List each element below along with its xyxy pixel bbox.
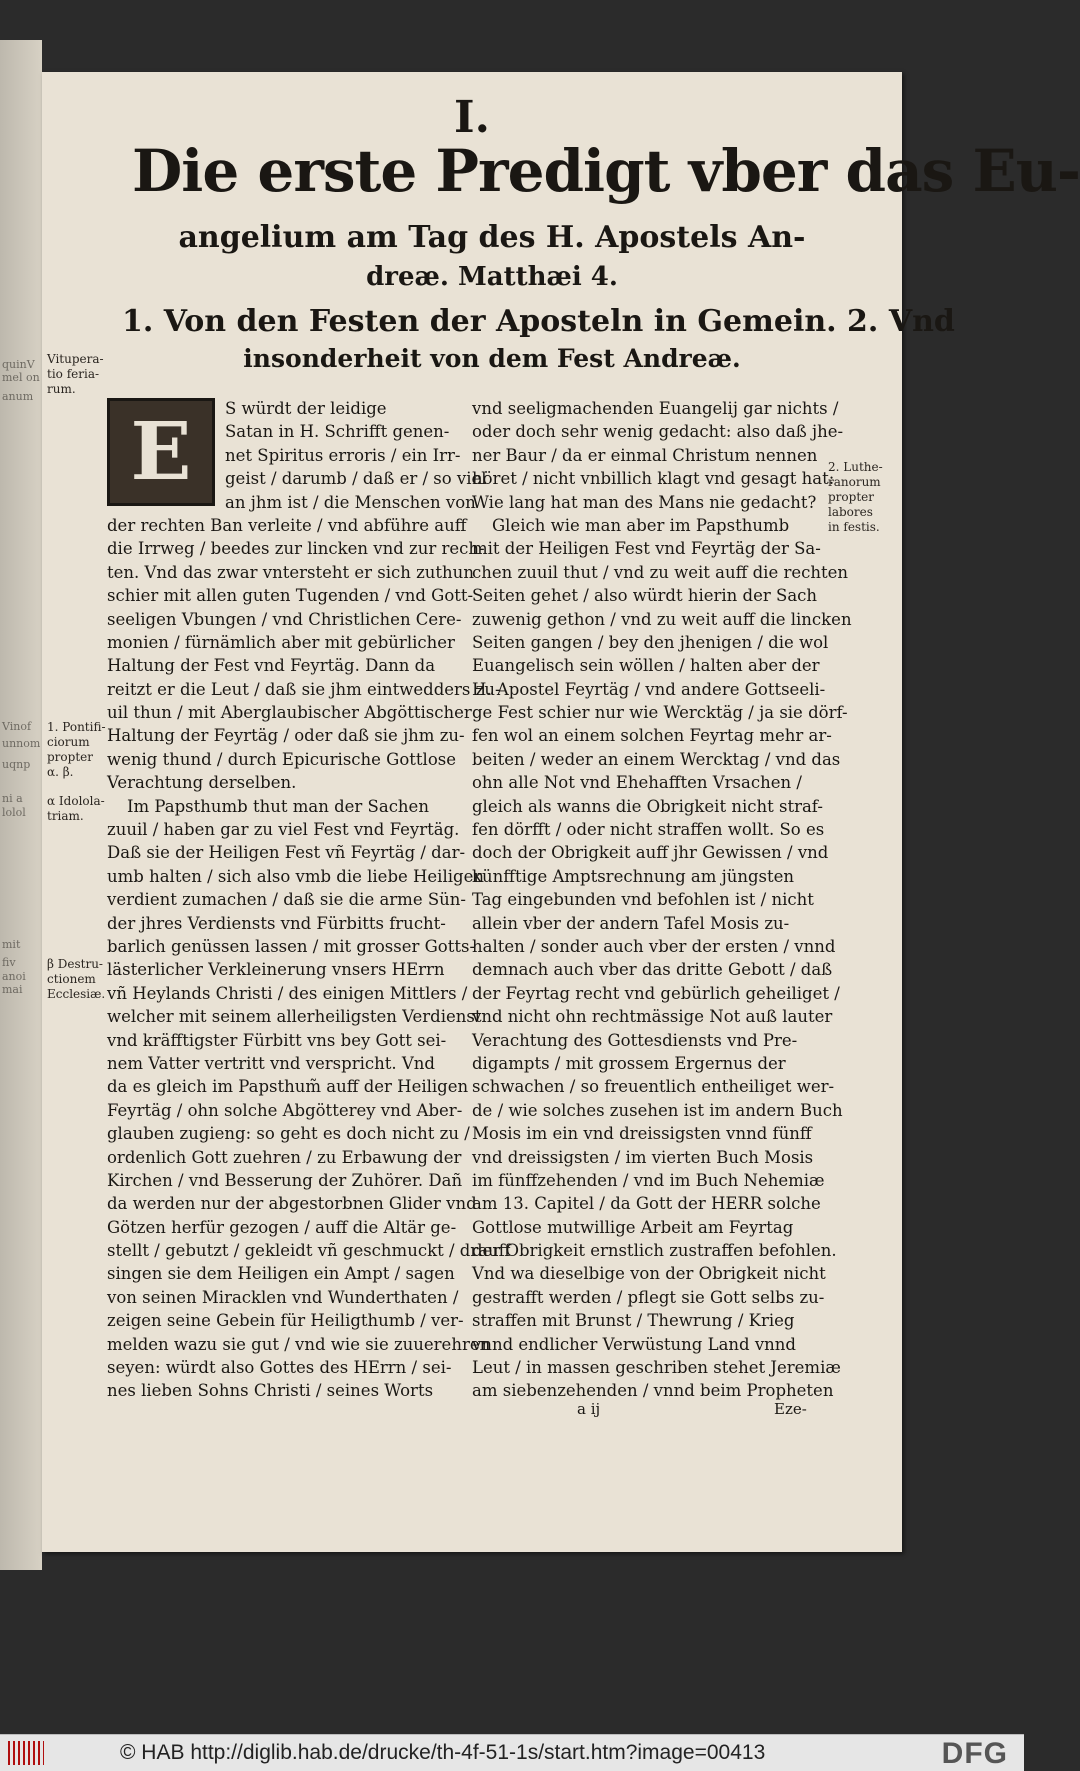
text-line: ner Baur / da er einmal Christum nennen <box>472 445 818 465</box>
text-line: halten / sonder auch vber der ersten / vnnd <box>472 936 836 956</box>
margin-note-vituperatio: Vitupera- tio feria- rum. <box>47 352 104 396</box>
margin-note-lutheranorum: 2. Luthe- ranorum propter labores in festis. <box>828 460 883 534</box>
decorated-initial: E <box>107 398 215 506</box>
sermon-subtitle-line-1: angelium am Tag des H. Apostels An- <box>178 220 806 255</box>
adjacent-page-fragment: lolol <box>2 806 26 819</box>
text-line: ge Fest schier nur wie Wercktäg / ja sie dörf- <box>472 703 848 723</box>
text-line: schier mit allen guten Tugenden / vnd Gott- <box>107 586 474 606</box>
text-line: der rechten Ban verleite / vnd abführe auff <box>107 515 467 535</box>
text-line: straffen mit Brunst / Thewrung / Krieg <box>472 1311 795 1331</box>
text-line: künfftige Amptsrechnung am jüngsten <box>472 866 795 886</box>
adjacent-page-fragment: anum <box>2 390 34 403</box>
text-line: wenig thund / durch Epicurische Gottlose <box>107 749 456 769</box>
sermon-subtitle-line-2: dreæ. Matthæi 4. <box>366 262 618 292</box>
text-line: verdient zumachen / daß sie die arme Sün- <box>107 890 466 910</box>
text-line: Verachtung des Gottesdiensts vnd Pre- <box>472 1030 798 1050</box>
section-heading-line-1: 1. Von den Festen der Aposteln in Gemein. 2. Vnd <box>122 304 955 339</box>
text-line: vnnd endlicher Verwüstung Land vnnd <box>472 1334 796 1354</box>
text-line: Euangelisch sein wöllen / halten aber der <box>472 656 820 676</box>
text-line: seyen: würdt also Gottes des HErrn / sei- <box>107 1358 452 1378</box>
text-line: vñ Heylands Christi / des einigen Mittlers / <box>107 983 468 1003</box>
text-line: Haltung der Feyrtäg / oder daß sie jhm zu- <box>107 726 465 746</box>
text-line: beiten / weder an einem Wercktag / vnd das <box>472 749 841 769</box>
text-line: vnd kräfftigster Fürbitt vns bey Gott sei- <box>107 1030 447 1050</box>
text-line: Haltung der Fest vnd Feyrtäg. Dann da <box>107 656 436 676</box>
text-line: chen zuuil thut / vnd zu weit auff die rechten <box>472 562 848 582</box>
adjacent-page-fragment: quinV <box>2 358 35 371</box>
text-line: geist / darumb / daß er / so viel <box>225 469 487 489</box>
text-line: zuuil / haben gar zu viel Fest vnd Feyrtäg. <box>107 820 460 840</box>
text-line: lästerlicher Verkleinerung vnsers HErrn <box>107 960 445 980</box>
text-line: singen sie dem Heiligen ein Ampt / sagen <box>107 1264 455 1284</box>
margin-note-destructio: β Destru- ctionem Ecclesiæ. <box>47 957 106 1001</box>
text-line: vnd nicht ohn rechtmässige Not auß lauter <box>472 1007 833 1027</box>
text-line: der Feyrtag recht vnd gebürlich geheiliget / <box>472 983 840 1003</box>
page-number: I. <box>454 92 490 143</box>
text-line: vnd dreissigsten / im vierten Buch Mosis <box>472 1147 814 1167</box>
text-line: Gleich wie man aber im Papsthumb <box>492 515 790 535</box>
text-line: am siebenzehenden / vnnd beim Propheten <box>472 1381 834 1401</box>
text-line: schwachen / so freuentlich entheiliget wer- <box>472 1077 835 1097</box>
text-line: de / wie solches zusehen ist im andern Buch <box>472 1100 843 1120</box>
text-line: die Irrweg / beedes zur lincken vnd zur rech- <box>107 539 485 559</box>
adjacent-page-fragment: ni a <box>2 792 23 805</box>
adjacent-page-fragment: mit <box>2 938 21 951</box>
adjacent-page-fragment: uqnp <box>2 758 31 771</box>
text-column-left <box>107 397 511 1403</box>
text-line: Satan in H. Schrifft genen- <box>225 422 450 442</box>
adjacent-page-edge <box>0 40 42 1570</box>
adjacent-page-fragment: unnom <box>2 737 41 750</box>
text-line: Götzen herfür gezogen / auff die Altär ge- <box>107 1217 457 1237</box>
text-line: fen wol an einem solchen Feyrtag mehr ar- <box>472 726 832 746</box>
text-line: Kirchen / vnd Besserung der Zuhörer. Dañ <box>107 1170 463 1190</box>
text-line: Im Papsthumb thut man der Sachen <box>127 796 429 816</box>
text-line: ordenlich Gott zuehren / zu Erbawung der <box>107 1147 462 1167</box>
margin-note-idololatria: α Idolola- triam. <box>47 794 105 823</box>
text-line: der jhres Verdiensts vnd Fürbitts frucht- <box>107 913 446 933</box>
text-line: demnach auch vber das dritte Gebott / daß <box>472 960 833 980</box>
text-line: am 13. Capitel / da Gott der HERR solche <box>472 1194 821 1214</box>
text-line: da es gleich im Papsthum̃ auff der Heiligen <box>107 1077 469 1097</box>
text-line: höret / nicht vnbillich klagt vnd gesagt hat: <box>472 469 835 489</box>
text-line: Verachtung derselben. <box>107 773 297 793</box>
margin-note-pontificiorum: 1. Pontifi- ciorum propter α. β. <box>47 720 106 779</box>
dfg-logo: DFG <box>941 1737 1008 1770</box>
text-line: net Spiritus erroris / ein Irr- <box>225 445 461 465</box>
text-line: nes lieben Sohns Christi / seines Worts <box>107 1381 434 1401</box>
text-line: nem Vatter vertritt vnd verspricht. Vnd <box>107 1053 435 1073</box>
text-line: welcher mit seinem allerheiligsten Verdienst <box>107 1007 482 1027</box>
book-page <box>42 72 1080 1552</box>
text-line: melden wazu sie gut / vnd wie sie zuuerehren <box>107 1334 491 1354</box>
text-line: monien / fürnämlich aber mit gebürlicher <box>107 632 455 652</box>
adjacent-page-fragment: fiv <box>2 956 16 969</box>
text-line: uil thun / mit Aberglaubischer Abgöttischer <box>107 703 472 723</box>
adjacent-page-fragment: anoi <box>2 970 26 983</box>
footer-copyright-link[interactable]: © HAB http://diglib.hab.de/drucke/th-4f-51-1s/start.htm?image=00413 <box>120 1741 766 1764</box>
text-line: barlich genüssen lassen / mit grosser Gotts- <box>107 936 476 956</box>
text-line: stellt / gebutzt / gekleidt vñ geschmuckt / drauff <box>107 1241 511 1261</box>
text-line: zuwenig gethon / vnd zu weit auff die lincken <box>472 609 852 629</box>
text-line: da werden nur der abgestorbnen Glider vnd <box>107 1194 477 1214</box>
text-line: an jhm ist / die Menschen von <box>225 492 476 512</box>
text-line: Tag eingebunden vnd befohlen ist / nicht <box>472 890 814 910</box>
text-line: S würdt der leidige <box>225 399 387 418</box>
text-line: oder doch sehr wenig gedacht: also daß jhe- <box>472 422 844 442</box>
text-line: Feyrtäg / ohn solche Abgötterey vnd Aber- <box>107 1100 463 1120</box>
text-line: Seiten gangen / bey den jhenigen / die wol <box>472 632 829 652</box>
text-line: im fünffzehenden / vnd im Buch Nehemiæ <box>472 1170 825 1190</box>
text-line: Seiten gehet / also würdt hierin der Sach <box>472 586 818 606</box>
text-line: digampts / mit grossem Ergernus der <box>472 1053 786 1073</box>
adjacent-page-fragment: mai <box>2 983 23 996</box>
text-line: Wie lang hat man des Mans nie gedacht? <box>472 492 817 512</box>
text-line: umb halten / sich also vmb die liebe Heiligen <box>107 866 484 886</box>
section-heading-line-2: insonderheit von dem Fest Andreæ. <box>243 344 741 373</box>
text-line: gleich als wanns die Obrigkeit nicht straf- <box>472 796 823 816</box>
adjacent-page-fragment: Vinof <box>2 720 32 733</box>
text-line: vnd seeligmachenden Euangelij gar nichts / <box>472 399 839 418</box>
text-line: Leut / in massen geschriben stehet Jeremiæ <box>472 1358 841 1378</box>
text-line: Gottlose mutwillige Arbeit am Feyrtag <box>472 1217 794 1237</box>
adjacent-page-fragment: mel on <box>2 371 40 384</box>
viewer-footer <box>0 1734 1024 1771</box>
text-line: Daß sie der Heiligen Fest vñ Feyrtäg / dar- <box>107 843 466 863</box>
text-line: ohn alle Not vnd Ehehafften Vrsachen / <box>472 773 802 793</box>
signature-mark: a ij <box>577 1400 601 1418</box>
text-line: fen dörfft / oder nicht straffen wollt. So es <box>472 820 825 840</box>
text-line: reitzt er die Leut / daß sie jhm eintwedders zu- <box>107 679 501 699</box>
text-line: Mosis im ein vnd dreissigsten vnnd fünff <box>472 1124 812 1144</box>
text-line: seeligen Vbungen / vnd Christlichen Cere- <box>107 609 462 629</box>
text-line: zeigen seine Gebein für Heiligthumb / ver- <box>107 1311 464 1331</box>
sermon-title: Die erste Predigt vber das Eu- <box>132 137 1080 205</box>
text-line: mit der Heiligen Fest vnd Feyrtäg der Sa- <box>472 539 821 559</box>
text-line: Vnd wa dieselbige von der Obrigkeit nicht <box>472 1264 826 1284</box>
text-line: glauben zugieng: so geht es doch nicht zu / <box>107 1124 470 1144</box>
text-line: allein vber der andern Tafel Mosis zu- <box>472 913 790 933</box>
text-line: der Obrigkeit ernstlich zustraffen befohlen. <box>472 1241 837 1261</box>
barcode-icon <box>8 1741 44 1765</box>
catchword: Eze- <box>774 1400 807 1418</box>
text-line: ten. Vnd das zwar vntersteht er sich zuthun <box>107 562 474 582</box>
text-line: von seinen Miracklen vnd Wunderthaten / <box>107 1287 459 1307</box>
text-line: H. Apostel Feyrtäg / vnd andere Gottseeli- <box>472 679 826 699</box>
text-line: doch der Obrigkeit auff jhr Gewissen / vnd <box>472 843 829 863</box>
text-line: gestrafft werden / pflegt sie Gott selbs zu- <box>472 1287 825 1307</box>
text-column-right <box>472 397 852 1403</box>
